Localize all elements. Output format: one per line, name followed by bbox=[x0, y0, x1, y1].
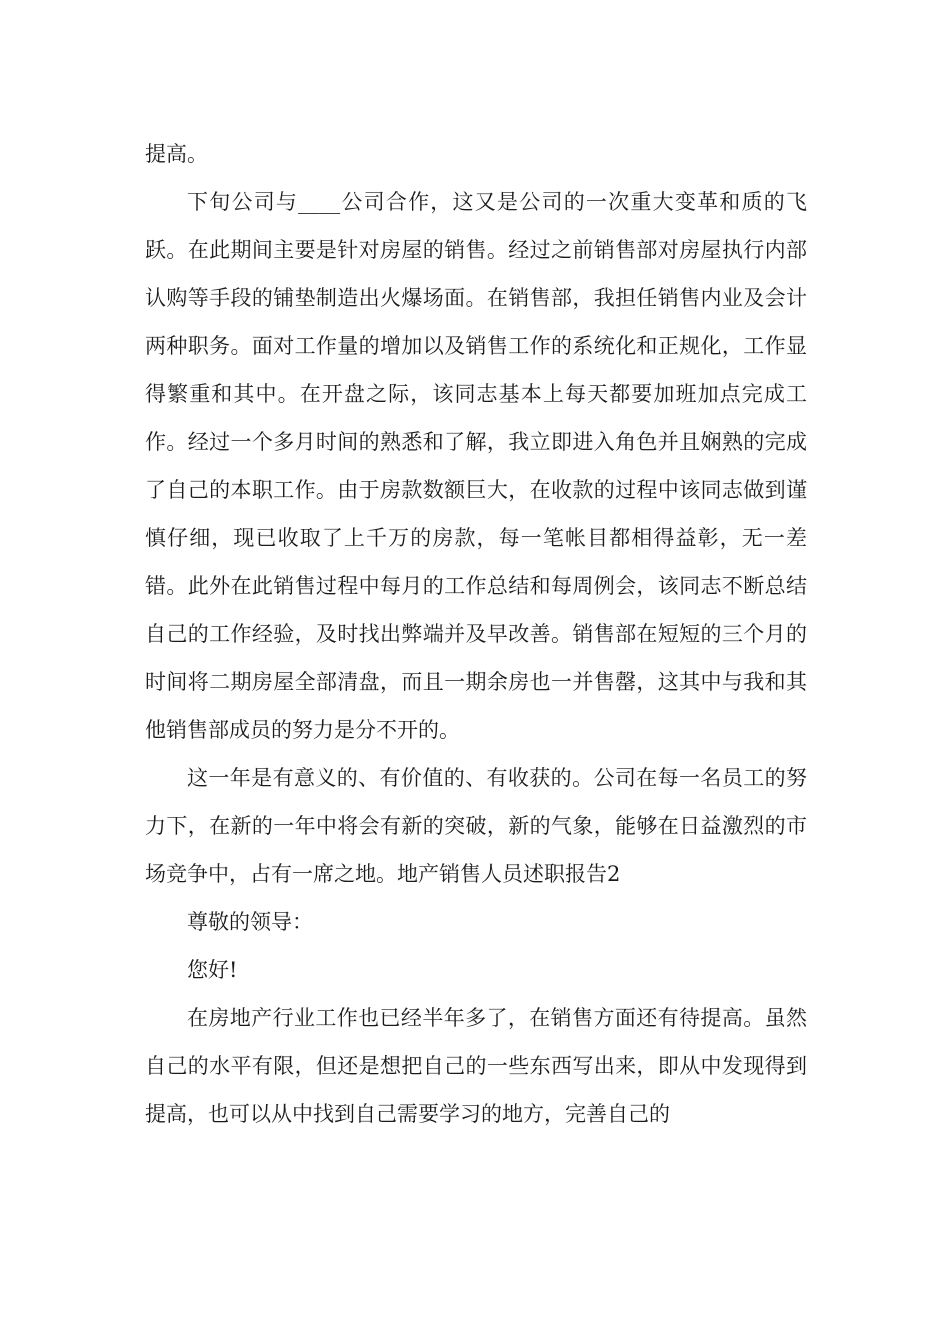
paragraph-year-summary: 这一年是有意义的、有价值的、有收获的。公司在每一名员工的努力下，在新的一年中将会有新的突破，新的气象，能够在日益激烈的市场竞争中，占有一席之地。地产销售人员述职报告2 bbox=[145, 766, 807, 886]
paragraph-introduction: 在房地产行业工作也已经半年多了，在销售方面还有待提高。虽然自己的水平有限，但还是想把自己的一些东西写出来，即从中发现得到提高，也可以从中找到自己需要学习的地方，完善自己的 bbox=[145, 1006, 807, 1126]
document-body bbox=[145, 130, 807, 1138]
paragraph-greeting: 您好! bbox=[187, 958, 238, 982]
paragraph-continuation: 提高。 bbox=[145, 142, 208, 166]
paragraph-cooperation: 下旬公司与____公司合作，这又是公司的一次重大变革和质的飞跃。在此期间主要是针对房屋的销售。经过之前销售部对房屋执行内部认购等手段的铺垫制造出火爆场面。在销售部，我担任销售内业及会计两种职务。面对工作量的增加以及销售工作的系统化和正规化，工作显得繁重和其中。在开盘之际，该同志基本上每天都要加班加点完成工作。经过一个多月时间的熟悉和了解，我立即进入角色并且娴熟的完成了自己的本职工作。由于房款数额巨大，在收款的过程中该同志做到谨慎仔细，现已收取了上千万的房款，每一笔帐目都相得益彰，无一差错。此外在此销售过程中每月的工作总结和每周例会，该同志不断总结自己的工作经验，及时找出弊端并及早改善。销售部在短短的三个月的时间将二期房屋全部清盘，而且一期余房也一并售罄，这其中与我和其他销售部成员的努力是分不开的。 bbox=[145, 190, 807, 742]
paragraph-salutation: 尊敬的领导： bbox=[187, 910, 313, 934]
